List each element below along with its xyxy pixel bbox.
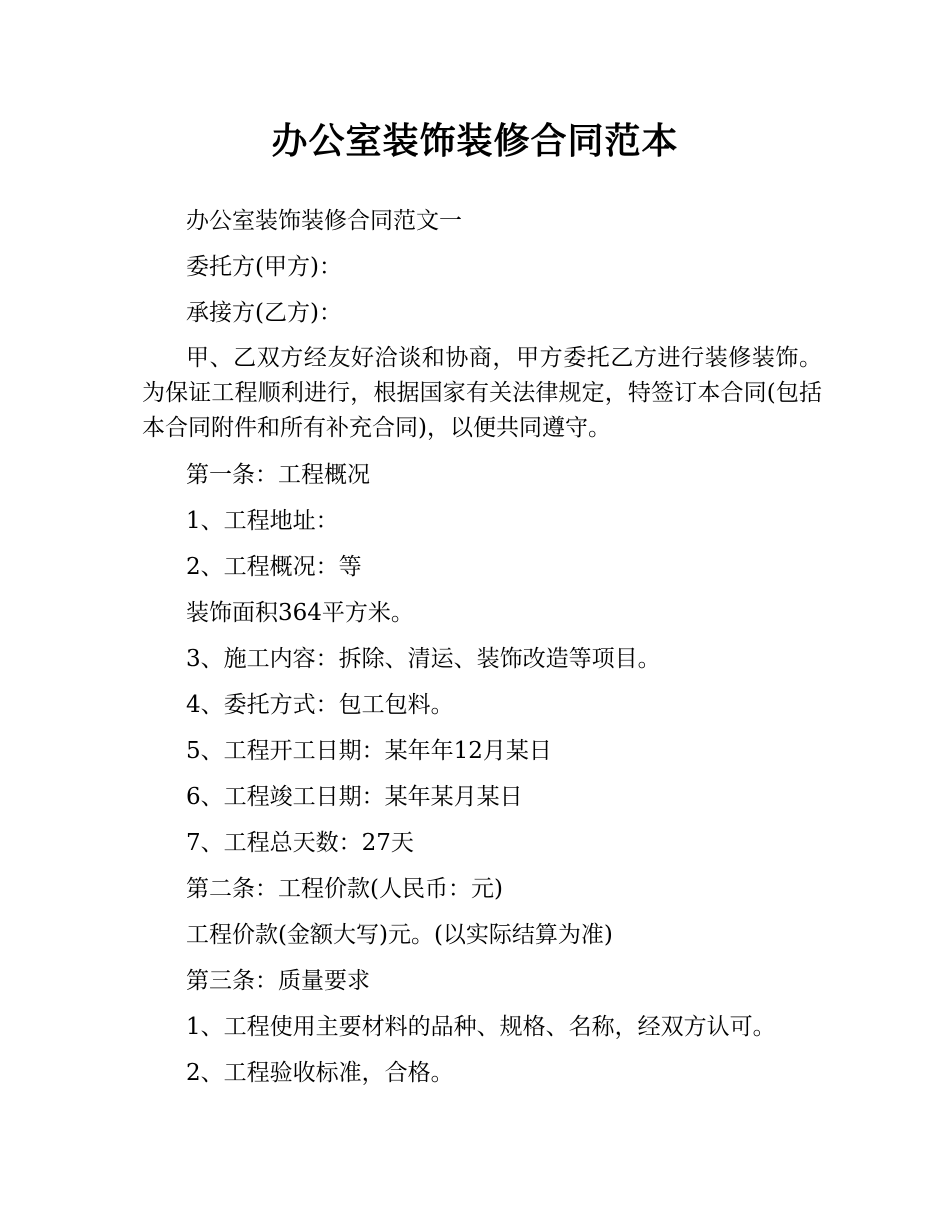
paragraph-decoration-area: 装饰面积364平方米。 [186, 600, 414, 626]
paragraph-contract-subtitle: 办公室装饰装修合同范文一 [186, 208, 462, 234]
paragraph-project-overview: 2、工程概况：等 [186, 554, 362, 580]
paragraph-project-address: 1、工程地址： [186, 508, 339, 534]
document-title: 办公室装饰装修合同范本 [271, 121, 679, 162]
paragraph-start-date: 5、工程开工日期：某年年12月某日 [186, 738, 552, 764]
paragraph-party-b: 承接方(乙方)： [186, 300, 342, 326]
heading-article-3: 第三条：质量要求 [186, 968, 370, 994]
paragraph-commission-method: 4、委托方式：包工包料。 [186, 692, 454, 718]
paragraph-materials: 1、工程使用主要材料的品种、规格、名称，经双方认可。 [186, 1014, 776, 1040]
heading-article-2: 第二条：工程价款(人民币：元) [186, 876, 503, 902]
paragraph-party-a: 委托方(甲方)： [186, 254, 342, 280]
paragraph-completion-date: 6、工程竣工日期：某年某月某日 [186, 784, 523, 810]
paragraph-total-days: 7、工程总天数：27天 [186, 830, 414, 856]
heading-article-1: 第一条：工程概况 [186, 462, 370, 488]
paragraph-project-price: 工程价款(金额大写)元。(以实际结算为准) [186, 922, 613, 948]
document-body [142, 198, 822, 1096]
paragraph-acceptance-standard: 2、工程验收标准，合格。 [186, 1060, 454, 1086]
paragraph-preamble: 甲、乙双方经友好洽谈和协商，甲方委托乙方进行装修装饰。为保证工程顺利进行，根据国家有关法律规定，特签订本合同(包括本合同附件和所有补充合同)，以便共同遵守。 [142, 345, 822, 441]
paragraph-construction-content: 3、施工内容：拆除、清运、装饰改造等项目。 [186, 646, 661, 672]
